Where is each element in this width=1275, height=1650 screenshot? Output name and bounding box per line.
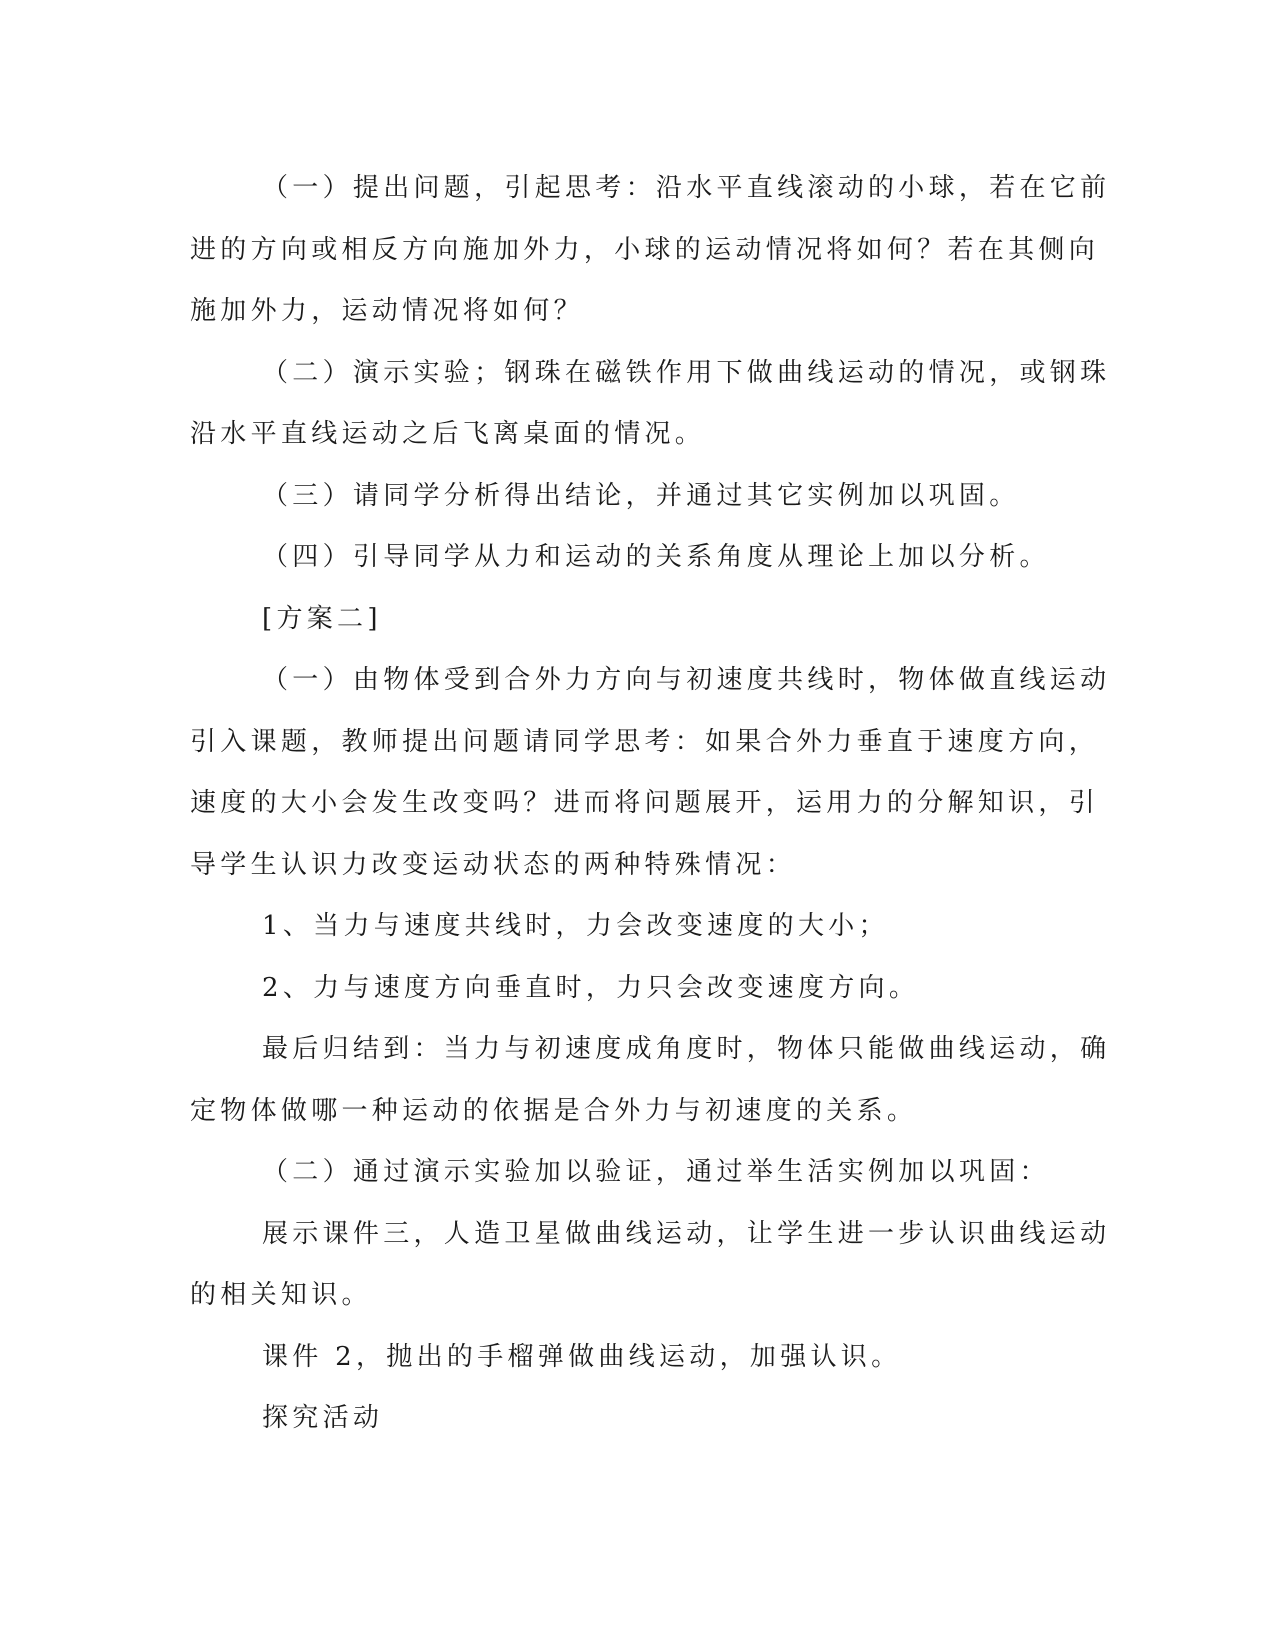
paragraph-line: 速度的大小会发生改变吗？进而将问题展开，运用力的分解知识，引	[190, 788, 1100, 818]
paragraph-line: 引入课题，教师提出问题请同学思考：如果合外力垂直于速度方向，	[190, 726, 1100, 757]
paragraph-line: （一）由物体受到合外力方向与初速度共线时，物体做直线运动	[262, 665, 1111, 695]
paragraph-line: 定物体做哪一种运动的依据是合外力与初速度的关系。	[190, 1095, 918, 1126]
list-item: 1、当力与速度共线时，力会改变速度的大小；	[262, 911, 889, 941]
paragraph-line: 施加外力，运动情况将如何？	[190, 296, 584, 326]
paragraph-line: 沿水平直线运动之后飞离桌面的情况。	[190, 419, 706, 449]
paragraph-line: 最后归结到：当力与初速度成角度时，物体只能做曲线运动，确	[262, 1034, 1111, 1064]
paragraph-line: （四）引导同学从力和运动的关系角度从理论上加以分析。	[262, 542, 1050, 572]
paragraph-line: （二）通过演示实验加以验证，通过举生活实例加以巩固：	[262, 1157, 1050, 1187]
paragraph-line: 进的方向或相反方向施加外力，小球的运动情况将如何？若在其侧向	[190, 234, 1100, 265]
section-heading: [方案二]	[262, 603, 382, 634]
paragraph-line: （三）请同学分析得出结论，并通过其它实例加以巩固。	[262, 480, 1020, 511]
paragraph-line: （一）提出问题，引起思考：沿水平直线滚动的小球，若在它前	[262, 173, 1111, 203]
paragraph-line: 课件 2，抛出的手榴弹做曲线运动，加强认识。	[262, 1341, 902, 1372]
paragraph-line: （二）演示实验；钢珠在磁铁作用下做曲线运动的情况，或钢珠	[262, 357, 1111, 388]
document-body	[190, 158, 1111, 1450]
paragraph-line: 展示课件三，人造卫星做曲线运动，让学生进一步认识曲线运动	[262, 1218, 1111, 1249]
section-heading: 探究活动	[262, 1403, 384, 1433]
paragraph-line: 的相关知识。	[190, 1280, 372, 1310]
list-item: 2、力与速度方向垂直时，力只会改变速度方向。	[262, 972, 920, 1003]
paragraph-line: 导学生认识力改变运动状态的两种特殊情况：	[190, 849, 797, 880]
